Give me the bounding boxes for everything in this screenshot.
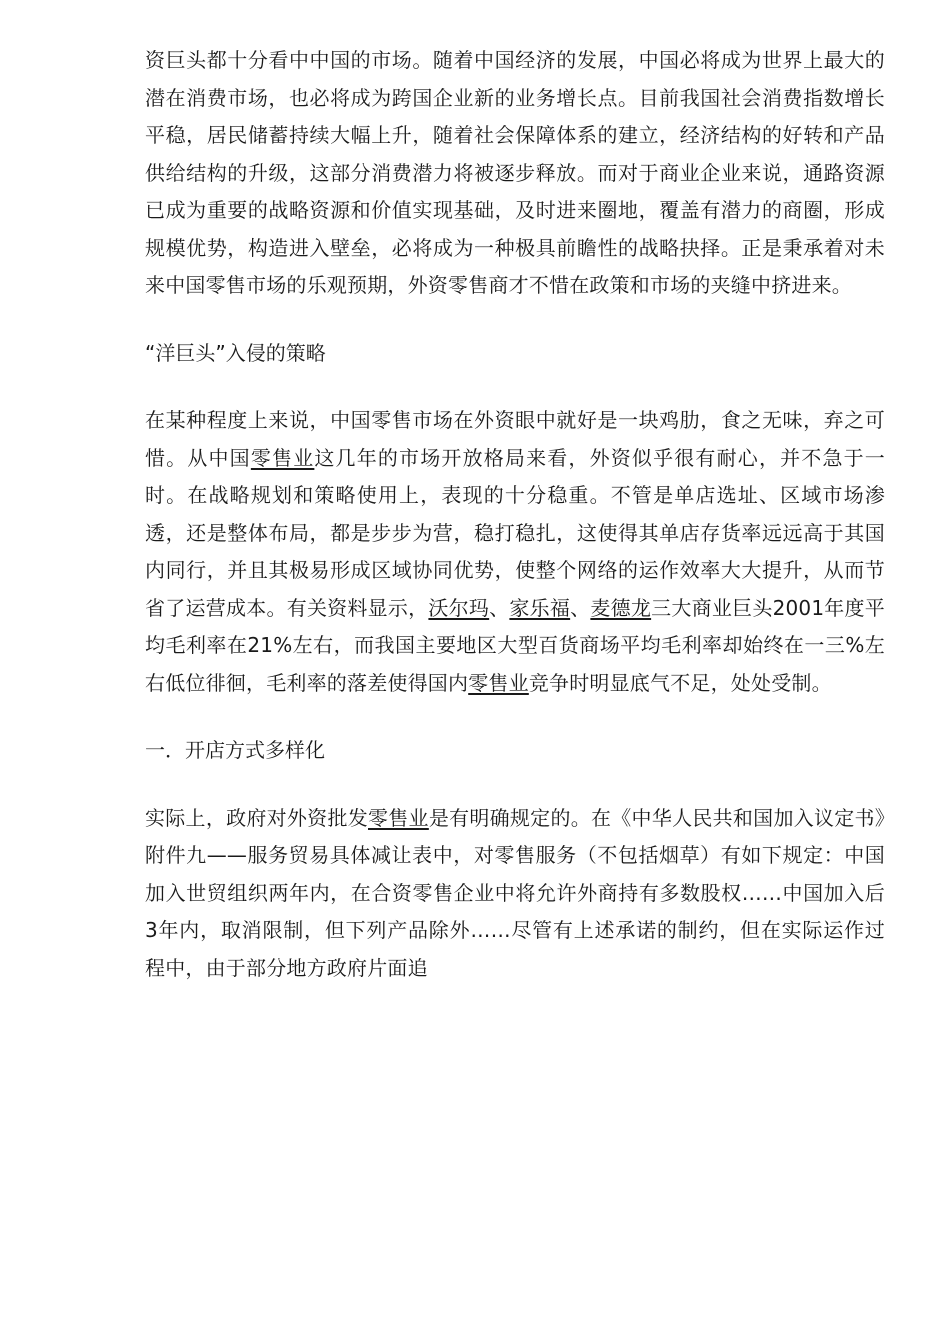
document-page <box>145 42 885 1017</box>
paragraph-market-outlook: 资巨头都十分看中中国的市场。随着中国经济的发展，中国必将成为世界上最大的潜在消费市场，也必将成为跨国企业新的业务增长点。目前我国社会消费指数增长平稳，居民储蓄持续大幅上升，随着社会保障体系的建立，经济结构的好转和产品供给结构的升级，这部分消费潜力将被逐步释放。而对于商业企业来说，通路资源已成为重要的战略资源和价值实现基础，及时进来圈地，覆盖有潜力的商圈，形成规模优势，构造进入壁垒，必将成为一种极具前瞻性的战略抉择。正是秉承着对未来中国零售市场的乐观预期，外资零售商才不惜在政策和市场的夹缝中挤进来。 <box>145 48 885 297</box>
link-retail-industry[interactable]: 零售业 <box>250 445 315 470</box>
text-segment: 实际上，政府对外资批发 <box>145 805 368 830</box>
text-separator: 、 <box>570 595 591 620</box>
text-separator: 、 <box>489 595 510 620</box>
link-retail-industry[interactable]: 零售业 <box>368 805 429 830</box>
section-heading-diversified-stores: 一．开店方式多样化 <box>145 738 325 762</box>
text-segment: 竞争时明显底气不足，处处受制。 <box>528 670 832 695</box>
text-segment: 这几年的市场开放格局来看，外资似乎很有耐心，并不急于一时。在战略规划和策略使用上，表现的十分稳重。不管是单店选址、区域市场渗透，还是整体布局，都是步步为营，稳打稳扎，这使得其单店存货率远远高于其国内同行，并且其极易形成区域协同优势，使整个网络的运作效率大大提升，从而节省了运营成本。有关资料显示， <box>145 445 885 620</box>
text-segment: 三大商业巨头2001年度平均毛利率在21%左右，而我国主要地区大型百货商场平均毛利率却始终在一三%左右低位徘徊，毛利率的落差使得国内 <box>145 595 885 695</box>
link-walmart[interactable]: 沃尔玛 <box>428 595 490 620</box>
text-segment: 是有明确规定的。在《中华人民共和国加入议定书》附件九——服务贸易具体减让表中，对零售服务（不包括烟草）有如下规定：中国加入世贸组织两年内，在合资零售企业中将允许外商持有多数股权……中国加入后3年内，取消限制，但下列产品除外……尽管有上述承诺的制约，但在实际运作过程中，由于部分地方政府片面追 <box>145 805 886 980</box>
text-segment: 在某种程度上来说，中国零售市场在外资眼中就好是一块鸡肋，食之无味，弃之可惜。从中国 <box>145 408 885 470</box>
link-metro[interactable]: 麦德龙 <box>590 595 652 620</box>
section-heading-strategy: “洋巨头”入侵的策略 <box>145 340 326 365</box>
paragraph-strategy <box>145 402 885 702</box>
link-carrefour[interactable]: 家乐福 <box>509 595 571 620</box>
paragraph-regulations <box>145 800 885 988</box>
link-retail-industry[interactable]: 零售业 <box>468 670 529 695</box>
